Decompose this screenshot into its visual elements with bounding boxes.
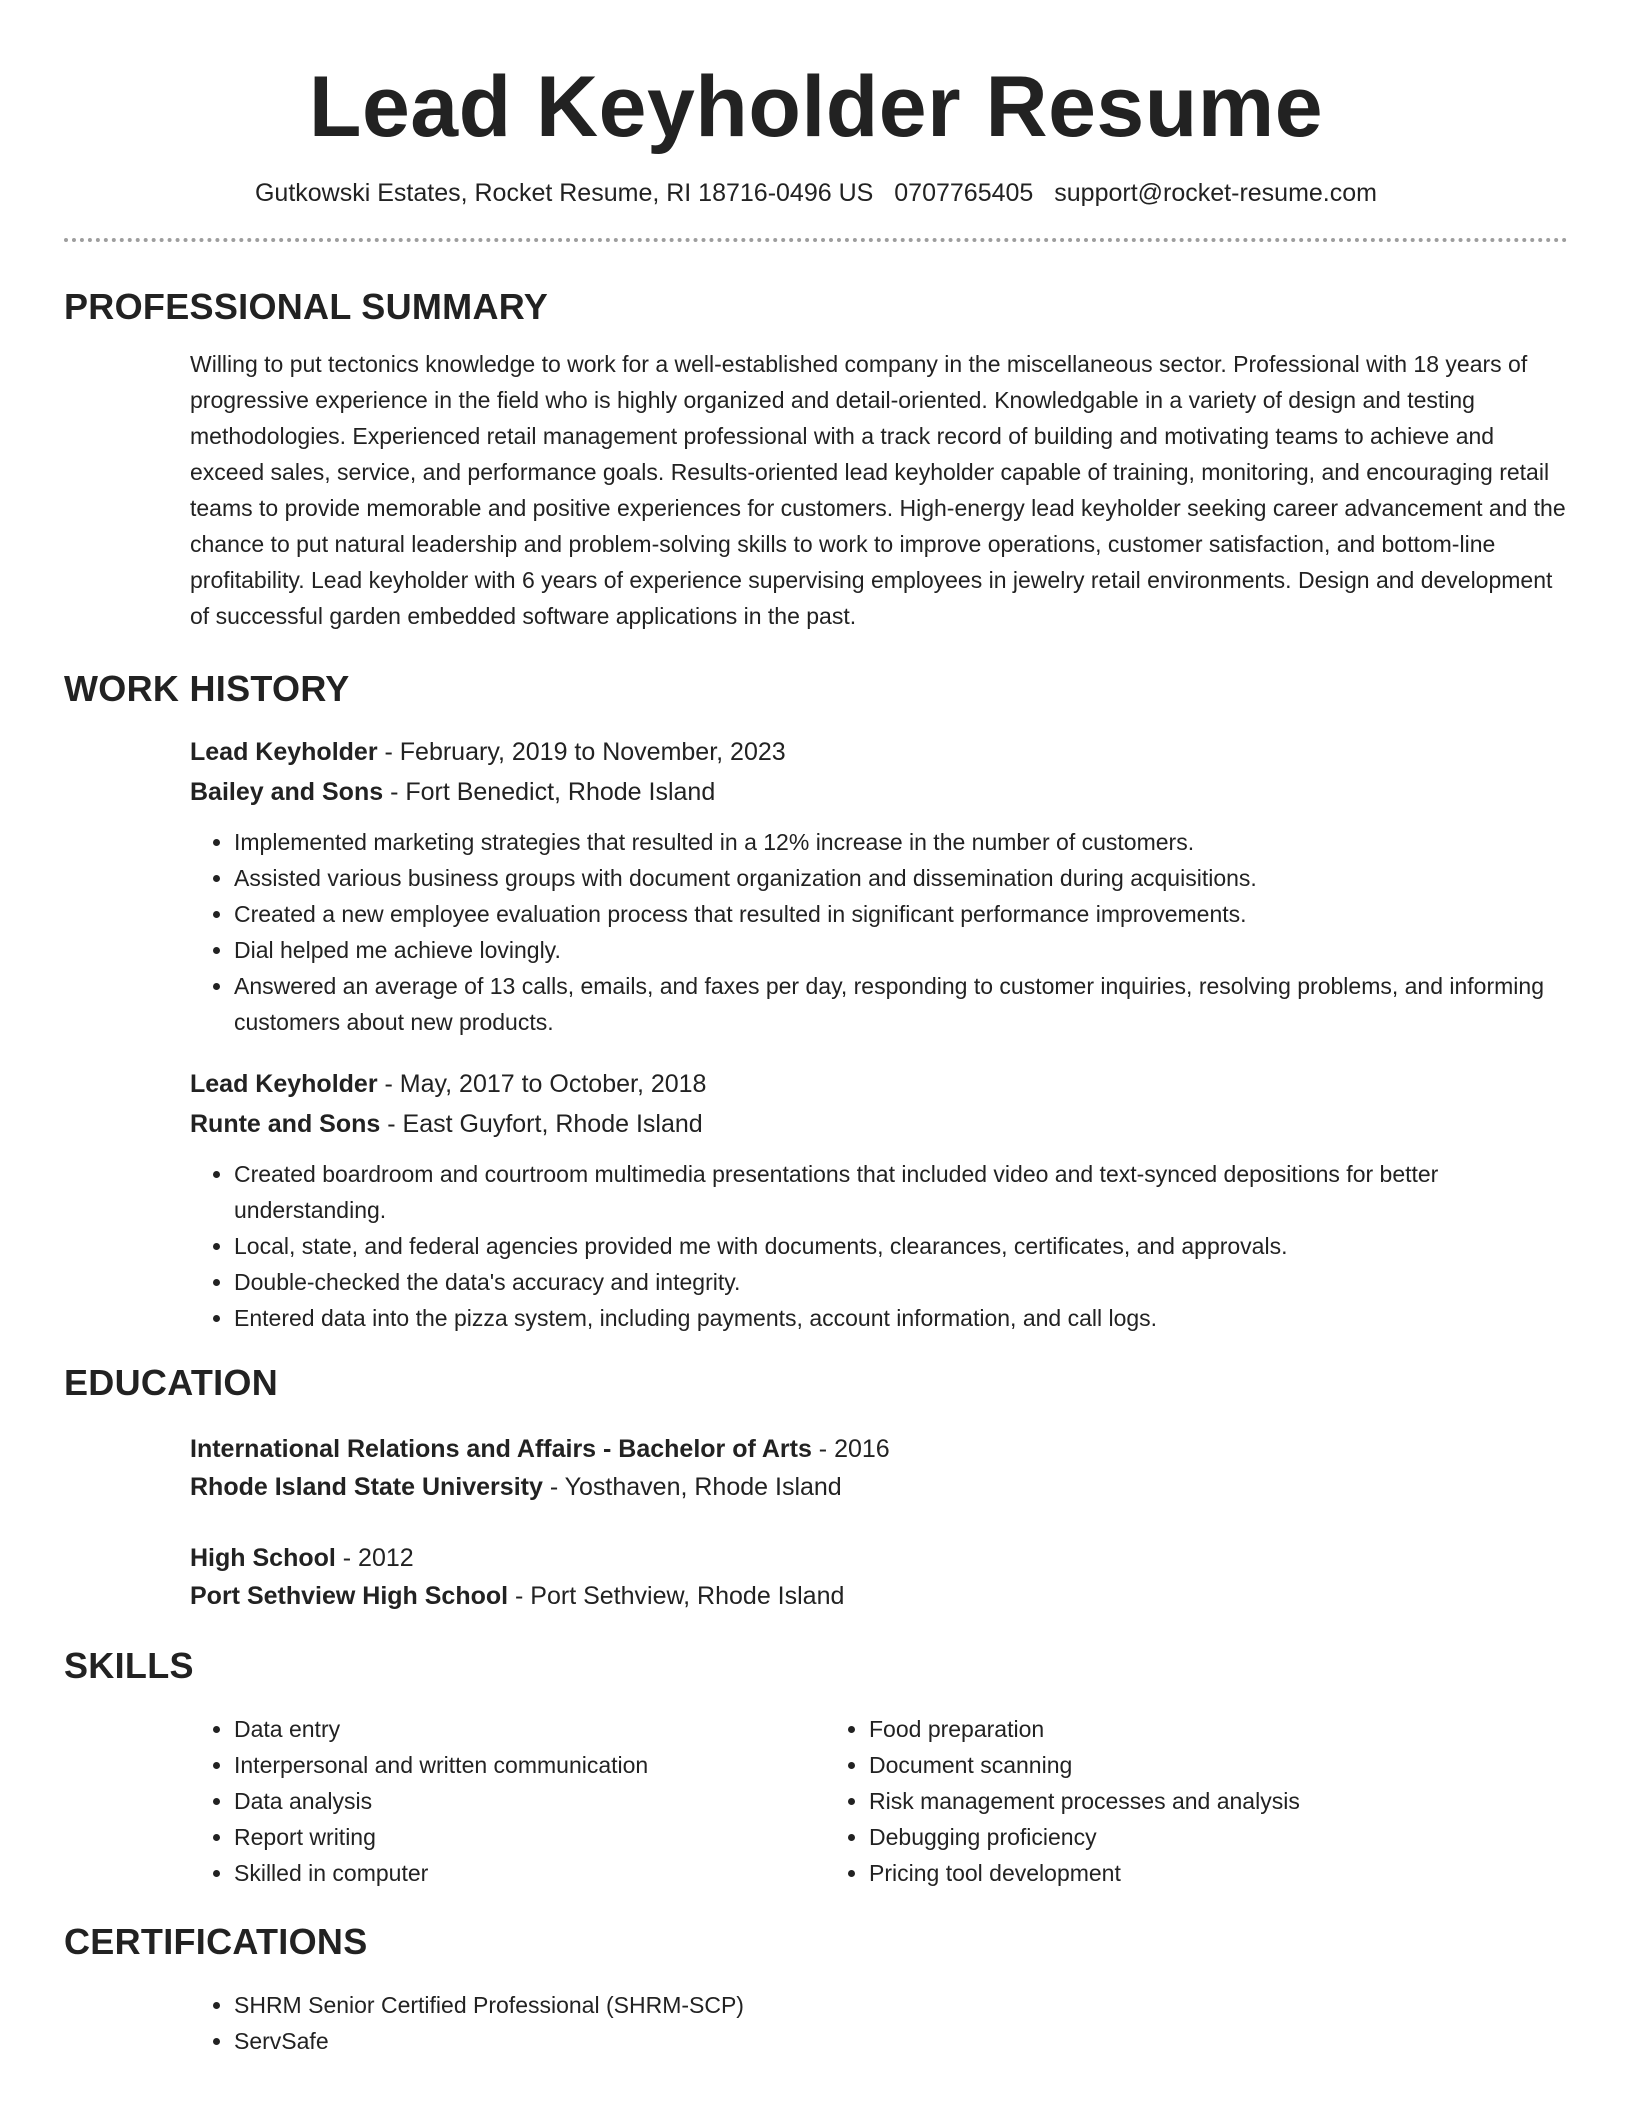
job-bullets: [190, 824, 1568, 1040]
list-item: • Document scanning: [869, 1747, 1460, 1783]
job-role-line: [190, 1064, 1568, 1104]
list-item: • Data analysis: [234, 1783, 825, 1819]
education-year: - 2012: [335, 1543, 414, 1572]
certifications-list: [190, 1987, 1568, 2059]
header-divider: [64, 238, 1568, 242]
list-item: • Debugging proficiency: [869, 1819, 1460, 1855]
job-company: Runte and Sons: [190, 1109, 381, 1138]
job-entry: [190, 1064, 1568, 1336]
list-item: • Data entry: [234, 1711, 825, 1747]
contact-address: Gutkowski Estates, Rocket Resume, RI 18716-0496 US: [254, 178, 874, 207]
list-item: • ServSafe: [234, 2023, 744, 2059]
education-heading: EDUCATION: [64, 1361, 279, 1403]
skills-heading: SKILLS: [64, 1644, 194, 1686]
education-location: - Port Sethview, Rhode Island: [508, 1581, 845, 1610]
skills-grid: [190, 1711, 1568, 1891]
list-item: • Created a new employee evaluation process that resulted in significant performance improvements.: [234, 896, 1568, 932]
education-year: - 2016: [811, 1434, 890, 1463]
resume-title: Lead Keyholder Resume: [308, 59, 1324, 155]
education-location: - Yosthaven, Rhode Island: [542, 1472, 842, 1501]
list-item: • Pricing tool development: [869, 1855, 1460, 1891]
job-company: Bailey and Sons: [190, 777, 384, 806]
education-degree-line: [190, 1430, 1568, 1468]
list-item: • Food preparation: [869, 1711, 1460, 1747]
list-item: • Skilled in computer: [234, 1855, 825, 1891]
skills-column-right: [825, 1711, 1460, 1891]
list-item: • Interpersonal and written communication: [234, 1747, 825, 1783]
certifications-column: [190, 1987, 744, 2059]
work-history-heading: WORK HISTORY: [64, 667, 350, 709]
list-item: • Report writing: [234, 1819, 825, 1855]
job-role: Lead Keyholder: [190, 737, 378, 766]
list-item: • Assisted various business groups with document organization and dissemination during acquisitions.: [234, 860, 1568, 896]
summary-text: Willing to put tectonics knowledge to work for a well-established company in the miscellaneous sector. Professional with 18 years of progressive experience in the field who is highly organized and detail-oriented. Knowledgable in a variety of design and testing methodologies. Experienced retail management professional with a track record of building and motivating teams to achieve and exceed sales, service, and performance goals. Results-oriented lead keyholder capable of training, monitoring, and encouraging retail teams to provide memorable and positive experiences for customers. High-energy lead keyholder seeking career advancement and the chance to put natural leadership and problem-solving skills to work to improve operations, customer satisfaction, and bottom-line profitability. Lead keyholder with 6 years of experience supervising employees in jewelry retail environments. Design and development of successful garden embedded software applications in the past.: [190, 350, 1566, 629]
list-item: • Double-checked the data's accuracy and integrity.: [234, 1264, 1568, 1300]
skills-column-left: [190, 1711, 825, 1891]
job-bullets: [190, 1156, 1568, 1336]
education-school: Rhode Island State University: [190, 1472, 543, 1501]
job-location: - Fort Benedict, Rhode Island: [383, 777, 716, 806]
job-company-line: [190, 772, 1568, 812]
contact-line: [64, 179, 1568, 208]
job-entry: [190, 732, 1568, 1040]
list-item: • Risk management processes and analysis: [869, 1783, 1460, 1819]
education-school-line: [190, 1577, 1568, 1615]
certifications-heading: CERTIFICATIONS: [64, 1920, 368, 1962]
job-dates: - May, 2017 to October, 2018: [377, 1069, 707, 1098]
list-item: • Dial helped me achieve lovingly.: [234, 932, 1568, 968]
contact-email: support@rocket-resume.com: [1054, 178, 1377, 207]
list-item: • Implemented marketing strategies that resulted in a 12% increase in the number of customers.: [234, 824, 1568, 860]
job-role-line: [190, 732, 1568, 772]
job-company-line: [190, 1104, 1568, 1144]
list-item: • Created boardroom and courtroom multimedia presentations that included video and text-synced depositions for better understanding.: [234, 1156, 1568, 1228]
job-dates: - February, 2019 to November, 2023: [377, 737, 786, 766]
education-entry: [190, 1539, 1568, 1615]
list-item: • SHRM Senior Certified Professional (SHRM-SCP): [234, 1987, 744, 2023]
resume-header: [64, 58, 1568, 208]
education-degree: International Relations and Affairs - Bachelor of Arts: [190, 1434, 812, 1463]
education-degree: High School: [190, 1543, 336, 1572]
list-item: • Answered an average of 13 calls, emails, and faxes per day, responding to customer inquiries, resolving problems, and informing customers about new products.: [234, 968, 1568, 1040]
education-school: Port Sethview High School: [190, 1581, 509, 1610]
job-location: - East Guyfort, Rhode Island: [380, 1109, 703, 1138]
education-school-line: [190, 1468, 1568, 1506]
education-degree-line: [190, 1539, 1568, 1577]
job-role: Lead Keyholder: [190, 1069, 378, 1098]
list-item: • Local, state, and federal agencies provided me with documents, clearances, certificates, and approvals.: [234, 1228, 1568, 1264]
contact-phone: 0707765405: [894, 178, 1034, 207]
summary-heading: PROFESSIONAL SUMMARY: [64, 285, 549, 327]
list-item: • Entered data into the pizza system, including payments, account information, and call logs.: [234, 1300, 1568, 1336]
education-entry: [190, 1430, 1568, 1506]
